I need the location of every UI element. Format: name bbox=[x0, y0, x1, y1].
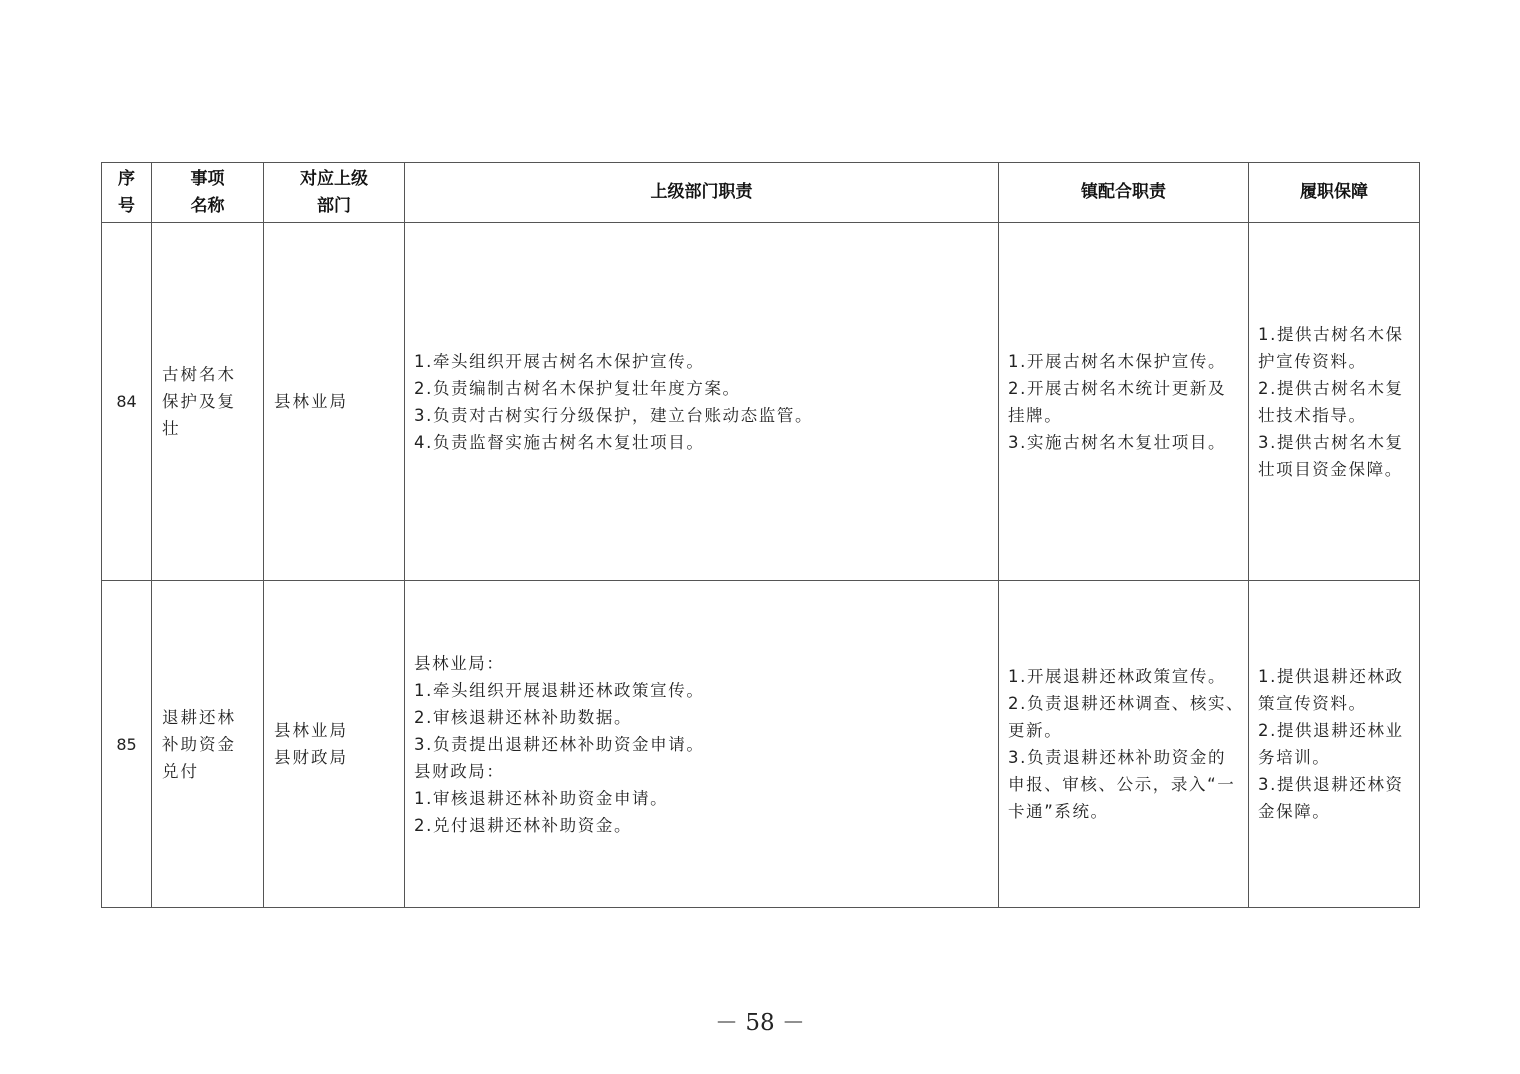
header-upper-dept-line: 对应上级 bbox=[300, 168, 368, 189]
header-town-duty: 镇配合职责 bbox=[999, 163, 1249, 223]
guarantee-line: 3.提供退耕还林资 bbox=[1258, 775, 1404, 794]
row-number: 85 bbox=[102, 581, 152, 908]
header-upper-dept-line: 部门 bbox=[317, 195, 351, 216]
upper-duty-line: 1.牵头组织开展退耕还林政策宣传。 bbox=[414, 680, 705, 700]
guarantee-line: 2.提供古树名木复 bbox=[1258, 378, 1404, 398]
town-duty-line: 更新。 bbox=[1008, 721, 1063, 740]
upper-duty-line: 1.审核退耕还林补助资金申请。 bbox=[414, 788, 669, 808]
upper-duty-line: 县财政局： bbox=[414, 761, 505, 781]
guarantee-line: 2.提供退耕还林业 bbox=[1258, 721, 1404, 740]
town-duty-line: 申报、审核、公示，录入“一 bbox=[1008, 775, 1236, 794]
guarantee-line: 策宣传资料。 bbox=[1258, 694, 1367, 713]
town-duty-cell bbox=[999, 223, 1249, 581]
header-item-name bbox=[152, 163, 264, 223]
header-no bbox=[102, 163, 152, 223]
upper-duty-line: 县林业局： bbox=[414, 653, 505, 673]
page-number: － 58 － bbox=[715, 1010, 805, 1036]
item-name-line: 补助资金 bbox=[162, 734, 236, 754]
header-item-name-line: 名称 bbox=[190, 195, 225, 216]
town-duty-line: 挂牌。 bbox=[1008, 405, 1063, 425]
town-duty-cell bbox=[999, 581, 1249, 908]
upper-dept-cell bbox=[264, 223, 405, 581]
guarantee-line: 1.提供退耕还林政 bbox=[1258, 667, 1404, 686]
guarantee-line: 1.提供古树名木保 bbox=[1258, 324, 1404, 344]
upper-duty-line: 3.负责对古树实行分级保护，建立台账动态监管。 bbox=[414, 405, 814, 425]
item-name-cell bbox=[152, 581, 264, 908]
table-row bbox=[102, 223, 1420, 581]
guarantee-line: 护宣传资料。 bbox=[1258, 351, 1367, 371]
upper-dept-line: 县林业局 bbox=[274, 392, 348, 411]
upper-dept-cell bbox=[264, 581, 405, 908]
header-no-line: 序 bbox=[118, 168, 135, 189]
town-duty-line: 3.负责退耕还林补助资金的 bbox=[1008, 748, 1227, 767]
town-duty-line: 3.实施古树名木复壮项目。 bbox=[1008, 432, 1227, 452]
town-duty-line: 2.负责退耕还林调查、核实、 bbox=[1008, 694, 1245, 713]
guarantee-line: 金保障。 bbox=[1258, 802, 1331, 821]
item-name-line: 壮 bbox=[162, 419, 181, 438]
header-upper-dept bbox=[264, 163, 405, 223]
town-duty-line: 2.开展古树名木统计更新及 bbox=[1008, 378, 1227, 398]
upper-duty-line: 2.审核退耕还林补助数据。 bbox=[414, 707, 633, 727]
town-duty-line: 1.开展古树名木保护宣传。 bbox=[1008, 351, 1227, 371]
item-name-line: 古树名木 bbox=[162, 365, 236, 384]
table-header-row bbox=[102, 163, 1420, 223]
row-number: 84 bbox=[102, 223, 152, 581]
upper-duty-line: 1.牵头组织开展古树名木保护宣传。 bbox=[414, 351, 705, 371]
guarantee-line: 3.提供古树名木复 bbox=[1258, 432, 1404, 452]
town-duty-line: 1.开展退耕还林政策宣传。 bbox=[1008, 667, 1227, 686]
upper-duty-line: 2.负责编制古树名木保护复壮年度方案。 bbox=[414, 378, 741, 398]
header-no-line: 号 bbox=[118, 195, 135, 216]
item-name-line: 兑付 bbox=[162, 761, 199, 781]
upper-dept-line: 县财政局 bbox=[274, 748, 348, 767]
header-upper-duty: 上级部门职责 bbox=[405, 163, 999, 223]
table-row bbox=[102, 581, 1420, 908]
duties-table bbox=[101, 162, 1420, 908]
item-name-cell bbox=[152, 223, 264, 581]
guarantee-line: 务培训。 bbox=[1258, 748, 1331, 767]
header-item-name-line: 事项 bbox=[190, 168, 225, 189]
upper-duty-line: 2.兑付退耕还林补助资金。 bbox=[414, 815, 633, 835]
guarantee-cell bbox=[1249, 223, 1420, 581]
town-duty-line: 卡通”系统。 bbox=[1008, 802, 1109, 821]
upper-dept-line: 县林业局 bbox=[274, 721, 348, 740]
guarantee-line: 壮项目资金保障。 bbox=[1258, 459, 1403, 479]
item-name-line: 退耕还林 bbox=[162, 707, 236, 727]
upper-duty-line: 4.负责监督实施古树名木复壮项目。 bbox=[414, 432, 705, 452]
header-guarantee: 履职保障 bbox=[1249, 163, 1420, 223]
guarantee-line: 壮技术指导。 bbox=[1258, 405, 1367, 425]
item-name-line: 保护及复 bbox=[162, 392, 236, 411]
upper-duty-cell bbox=[405, 581, 999, 908]
upper-duty-cell bbox=[405, 223, 999, 581]
upper-duty-line: 3.负责提出退耕还林补助资金申请。 bbox=[414, 734, 705, 754]
guarantee-cell bbox=[1249, 581, 1420, 908]
